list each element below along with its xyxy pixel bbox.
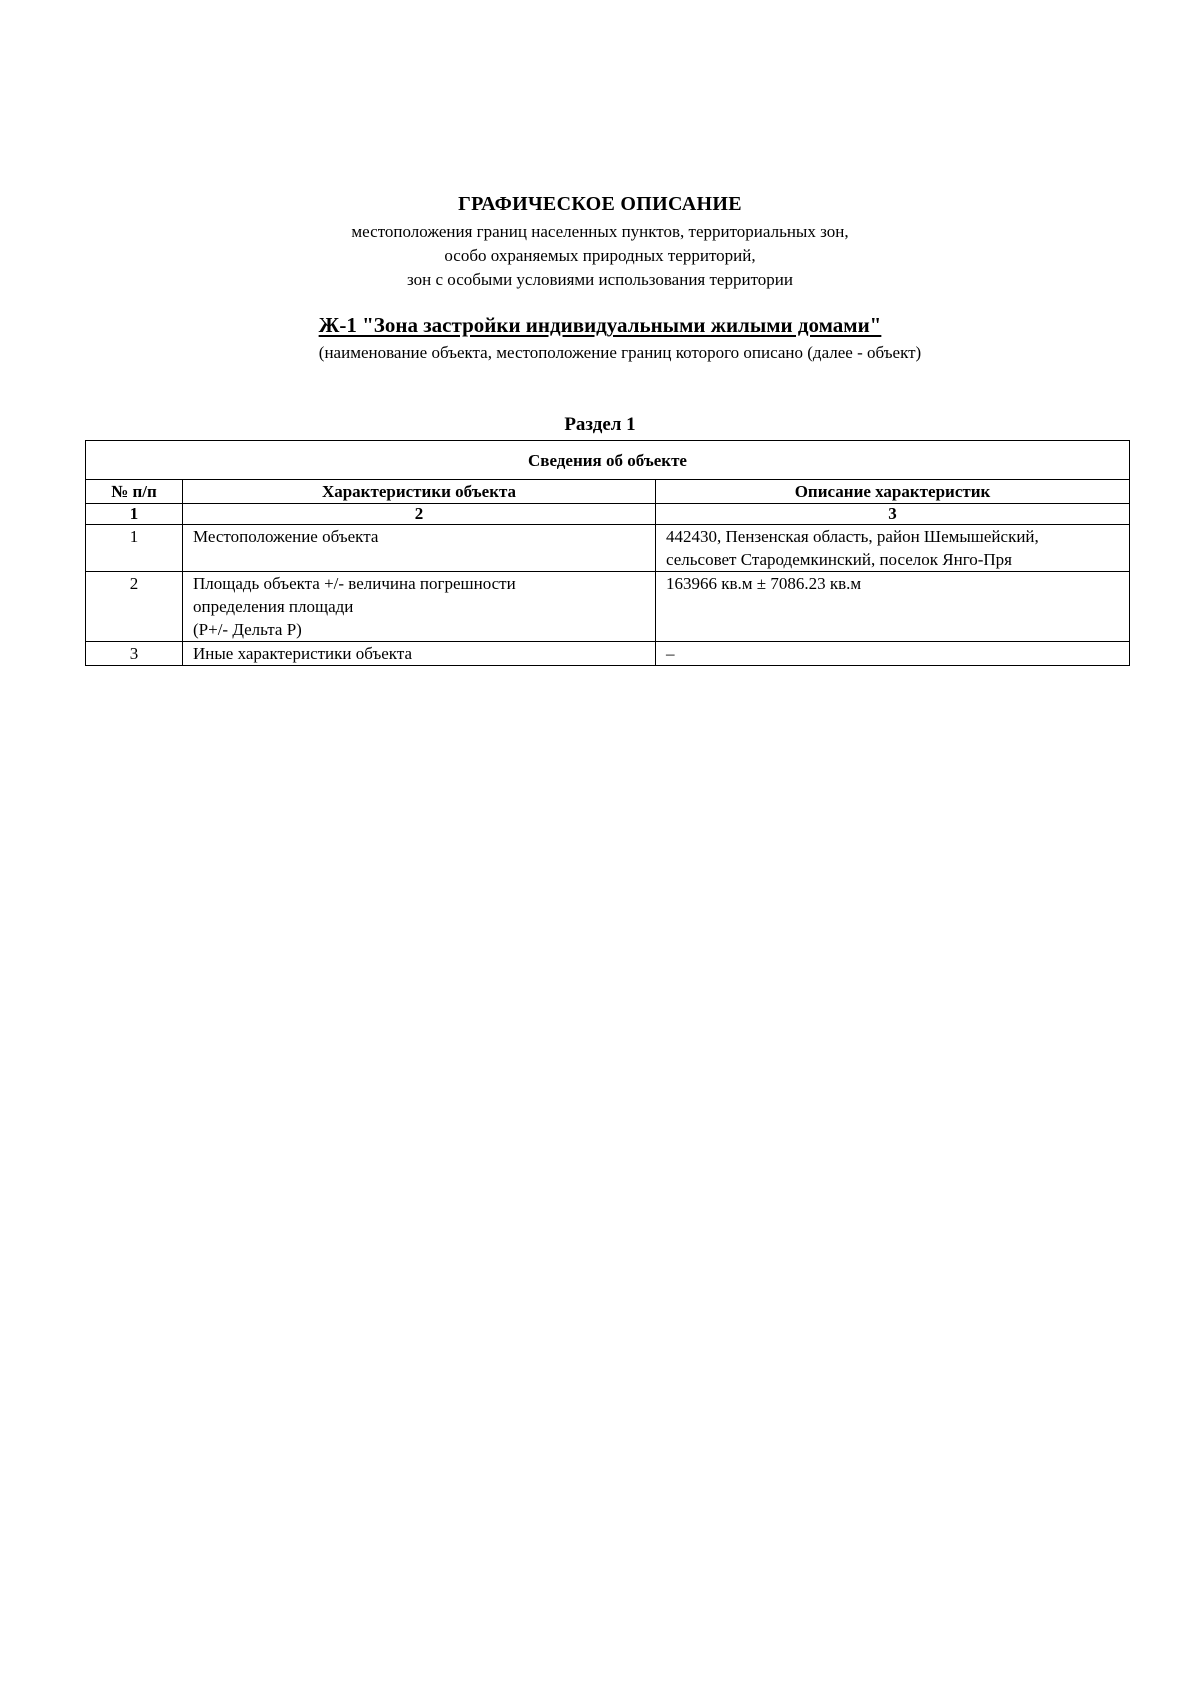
section-title: Раздел 1 (564, 414, 636, 435)
description-line: – (666, 644, 675, 663)
row-characteristic (183, 525, 656, 572)
column-number-1: 1 (86, 504, 183, 525)
header-num: № п/п (86, 480, 183, 504)
table-row (86, 572, 1130, 642)
table-caption: Сведения об объекте (86, 441, 1130, 480)
table-row (86, 525, 1130, 572)
table-caption-row (86, 441, 1130, 480)
characteristic-line: Площадь объекта +/- величина погрешности (193, 574, 516, 593)
characteristic-line: определения площади (193, 597, 354, 616)
subtitle-line-2: особо охраняемых природных территорий, (444, 246, 756, 265)
row-characteristic (183, 572, 656, 642)
subtitle-line-3: зон с особыми условиями использования территории (407, 270, 793, 289)
header-characteristic: Характеристики объекта (183, 480, 656, 504)
table-row (86, 642, 1130, 666)
column-number-3: 3 (656, 504, 1130, 525)
description-line: сельсовет Стародемкинский, поселок Янго-Пря (666, 550, 1013, 569)
characteristic-line: (Р+/- Дельта Р) (193, 620, 302, 639)
row-description (656, 525, 1130, 572)
row-num: 1 (86, 525, 183, 572)
document-title: ГРАФИЧЕСКОЕ ОПИСАНИЕ (458, 193, 742, 215)
subtitle-line-1: местоположения границ населенных пунктов, территориальных зон, (351, 222, 849, 241)
characteristic-line: Местоположение объекта (193, 527, 379, 546)
object-name: Ж-1 "Зона застройки индивидуальными жилыми домами" (318, 313, 882, 337)
row-description (656, 572, 1130, 642)
description-line: 163966 кв.м ± 7086.23 кв.м (666, 574, 862, 593)
object-info-table (85, 440, 1130, 666)
column-number-row (86, 504, 1130, 525)
column-number-2: 2 (183, 504, 656, 525)
row-num: 2 (86, 572, 183, 642)
object-name-caption: (наименование объекта, местоположение границ которого описано (далее - объект) (318, 343, 922, 362)
row-description (656, 642, 1130, 666)
description-line: 442430, Пензенская область, район Шемышейский, (666, 527, 1039, 546)
row-characteristic (183, 642, 656, 666)
header-description: Описание характеристик (656, 480, 1130, 504)
row-num: 3 (86, 642, 183, 666)
characteristic-line: Иные характеристики объекта (193, 644, 413, 663)
table-header-row (86, 480, 1130, 504)
